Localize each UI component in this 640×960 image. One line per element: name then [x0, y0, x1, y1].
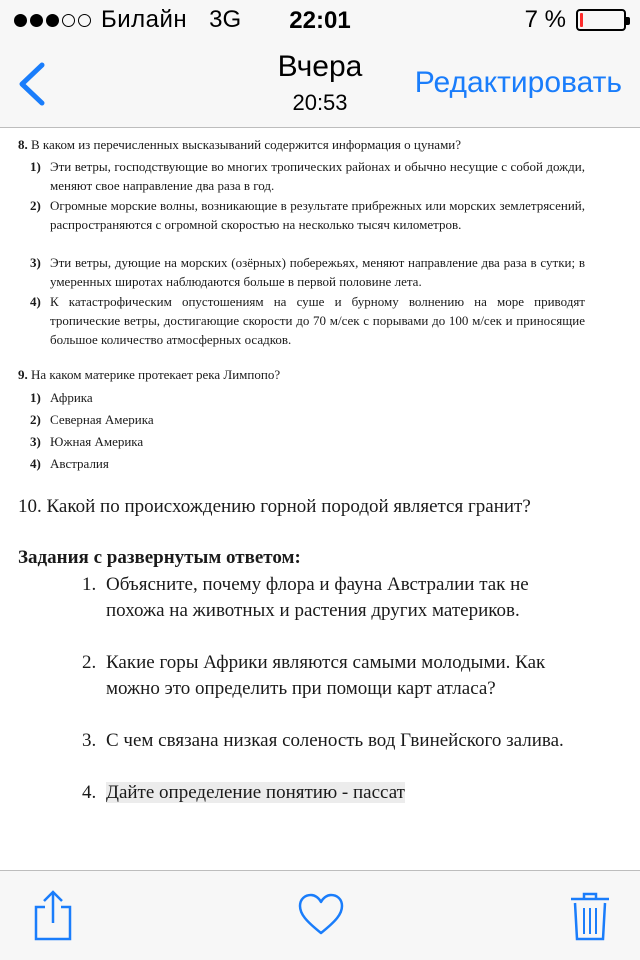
edit-button[interactable]: Редактировать: [414, 66, 622, 99]
status-bar: [0, 0, 640, 40]
question-9: [18, 367, 280, 383]
option-text: Огромные морские волны, возникающие в результате прибрежных или морских землетрясений, распространяются с огромной скоростью на несколько тысяч километров.: [50, 198, 585, 232]
question-text: На каком материке протекает река Лимпопо?: [31, 367, 281, 382]
task-item: [82, 780, 582, 806]
trash-icon: [565, 889, 615, 943]
heart-icon: [296, 889, 346, 943]
answer-option: [30, 196, 585, 234]
battery-icon: [576, 9, 626, 31]
status-right: [525, 7, 626, 33]
status-time: 22:01: [289, 7, 351, 34]
option-number: 3): [30, 434, 41, 449]
option-number: 1): [30, 390, 41, 405]
task-item: [82, 728, 582, 754]
answer-option: [30, 410, 585, 429]
option-number: 3): [30, 255, 41, 270]
nav-subtitle-time: 20:53: [292, 90, 348, 115]
option-number: 4): [30, 294, 41, 309]
answer-option: [30, 388, 585, 407]
bottom-toolbar: [0, 870, 640, 960]
option-number: 2): [30, 412, 41, 427]
option-number: 1): [30, 159, 41, 174]
option-text: Эти ветры, дующие на морских (озёрных) побережьях, меняют направление два раза в сутки; в умеренных широтах наблюдаются больше в первой половине лета.: [50, 255, 585, 289]
question-number: 8.: [18, 137, 28, 152]
question-text: В каком из перечисленных высказываний содержится информация о цунами?: [31, 137, 462, 152]
task-text: Дайте определение понятию - пассат: [106, 782, 405, 803]
option-number: 4): [30, 456, 41, 471]
option-text: К катастрофическим опустошениям на суше и бурному волнению на море приводят тропические ветры, достигающие скорости до 70 м/сек с порывами до 100 м/сек и приносящие большое количество атмосферных осадков.: [50, 294, 585, 347]
question-8: [18, 137, 461, 153]
photo-view[interactable]: [0, 129, 640, 870]
option-text: Эти ветры, господствующие во многих тропических районах и обычно несущие с собой дожди, меняют свое направление два раза в год.: [50, 159, 585, 193]
battery-level-fill: [580, 13, 583, 27]
battery-percentage: 7 %: [524, 6, 566, 33]
share-icon: [28, 889, 78, 943]
question-number: 9.: [18, 367, 28, 382]
navigation-bar: [0, 40, 640, 128]
option-text: Северная Америка: [50, 412, 154, 427]
network-type: 3G: [209, 6, 242, 33]
nav-title: Вчера: [277, 50, 363, 83]
task-text: Объясните, почему флора и фауна Австралии так не похожа на животных и растения других материков.: [106, 574, 529, 621]
task-item: [82, 572, 582, 624]
carrier-name: Билайн: [101, 6, 188, 33]
share-button[interactable]: [28, 889, 78, 943]
option-number: 2): [30, 198, 41, 213]
answer-option: [30, 157, 585, 195]
task-number: 1.: [82, 574, 97, 595]
option-text: Южная Америка: [50, 434, 144, 449]
favorite-button[interactable]: [296, 889, 346, 943]
task-text: С чем связана низкая соленость вод Гвинейского залива.: [106, 730, 564, 751]
battery-tip: [626, 17, 630, 25]
task-item: [82, 650, 582, 702]
answer-option: [30, 432, 585, 451]
task-number: 2.: [82, 652, 97, 673]
option-text: Австралия: [50, 456, 109, 471]
task-number: 3.: [82, 730, 97, 751]
delete-button[interactable]: [565, 889, 615, 943]
option-text: Африка: [50, 390, 93, 405]
extended-answer-heading: Задания с развернутым ответом:: [18, 547, 301, 568]
question-10: 10. Какой по происхождению горной породой является гранит?: [18, 496, 531, 517]
task-text: Какие горы Африки являются самыми молодыми. Как можно это определить при помощи карт атласа?: [106, 652, 546, 699]
answer-option: [30, 253, 585, 291]
task-number: 4.: [82, 782, 97, 803]
answer-option: [30, 292, 585, 349]
answer-option: [30, 454, 585, 473]
